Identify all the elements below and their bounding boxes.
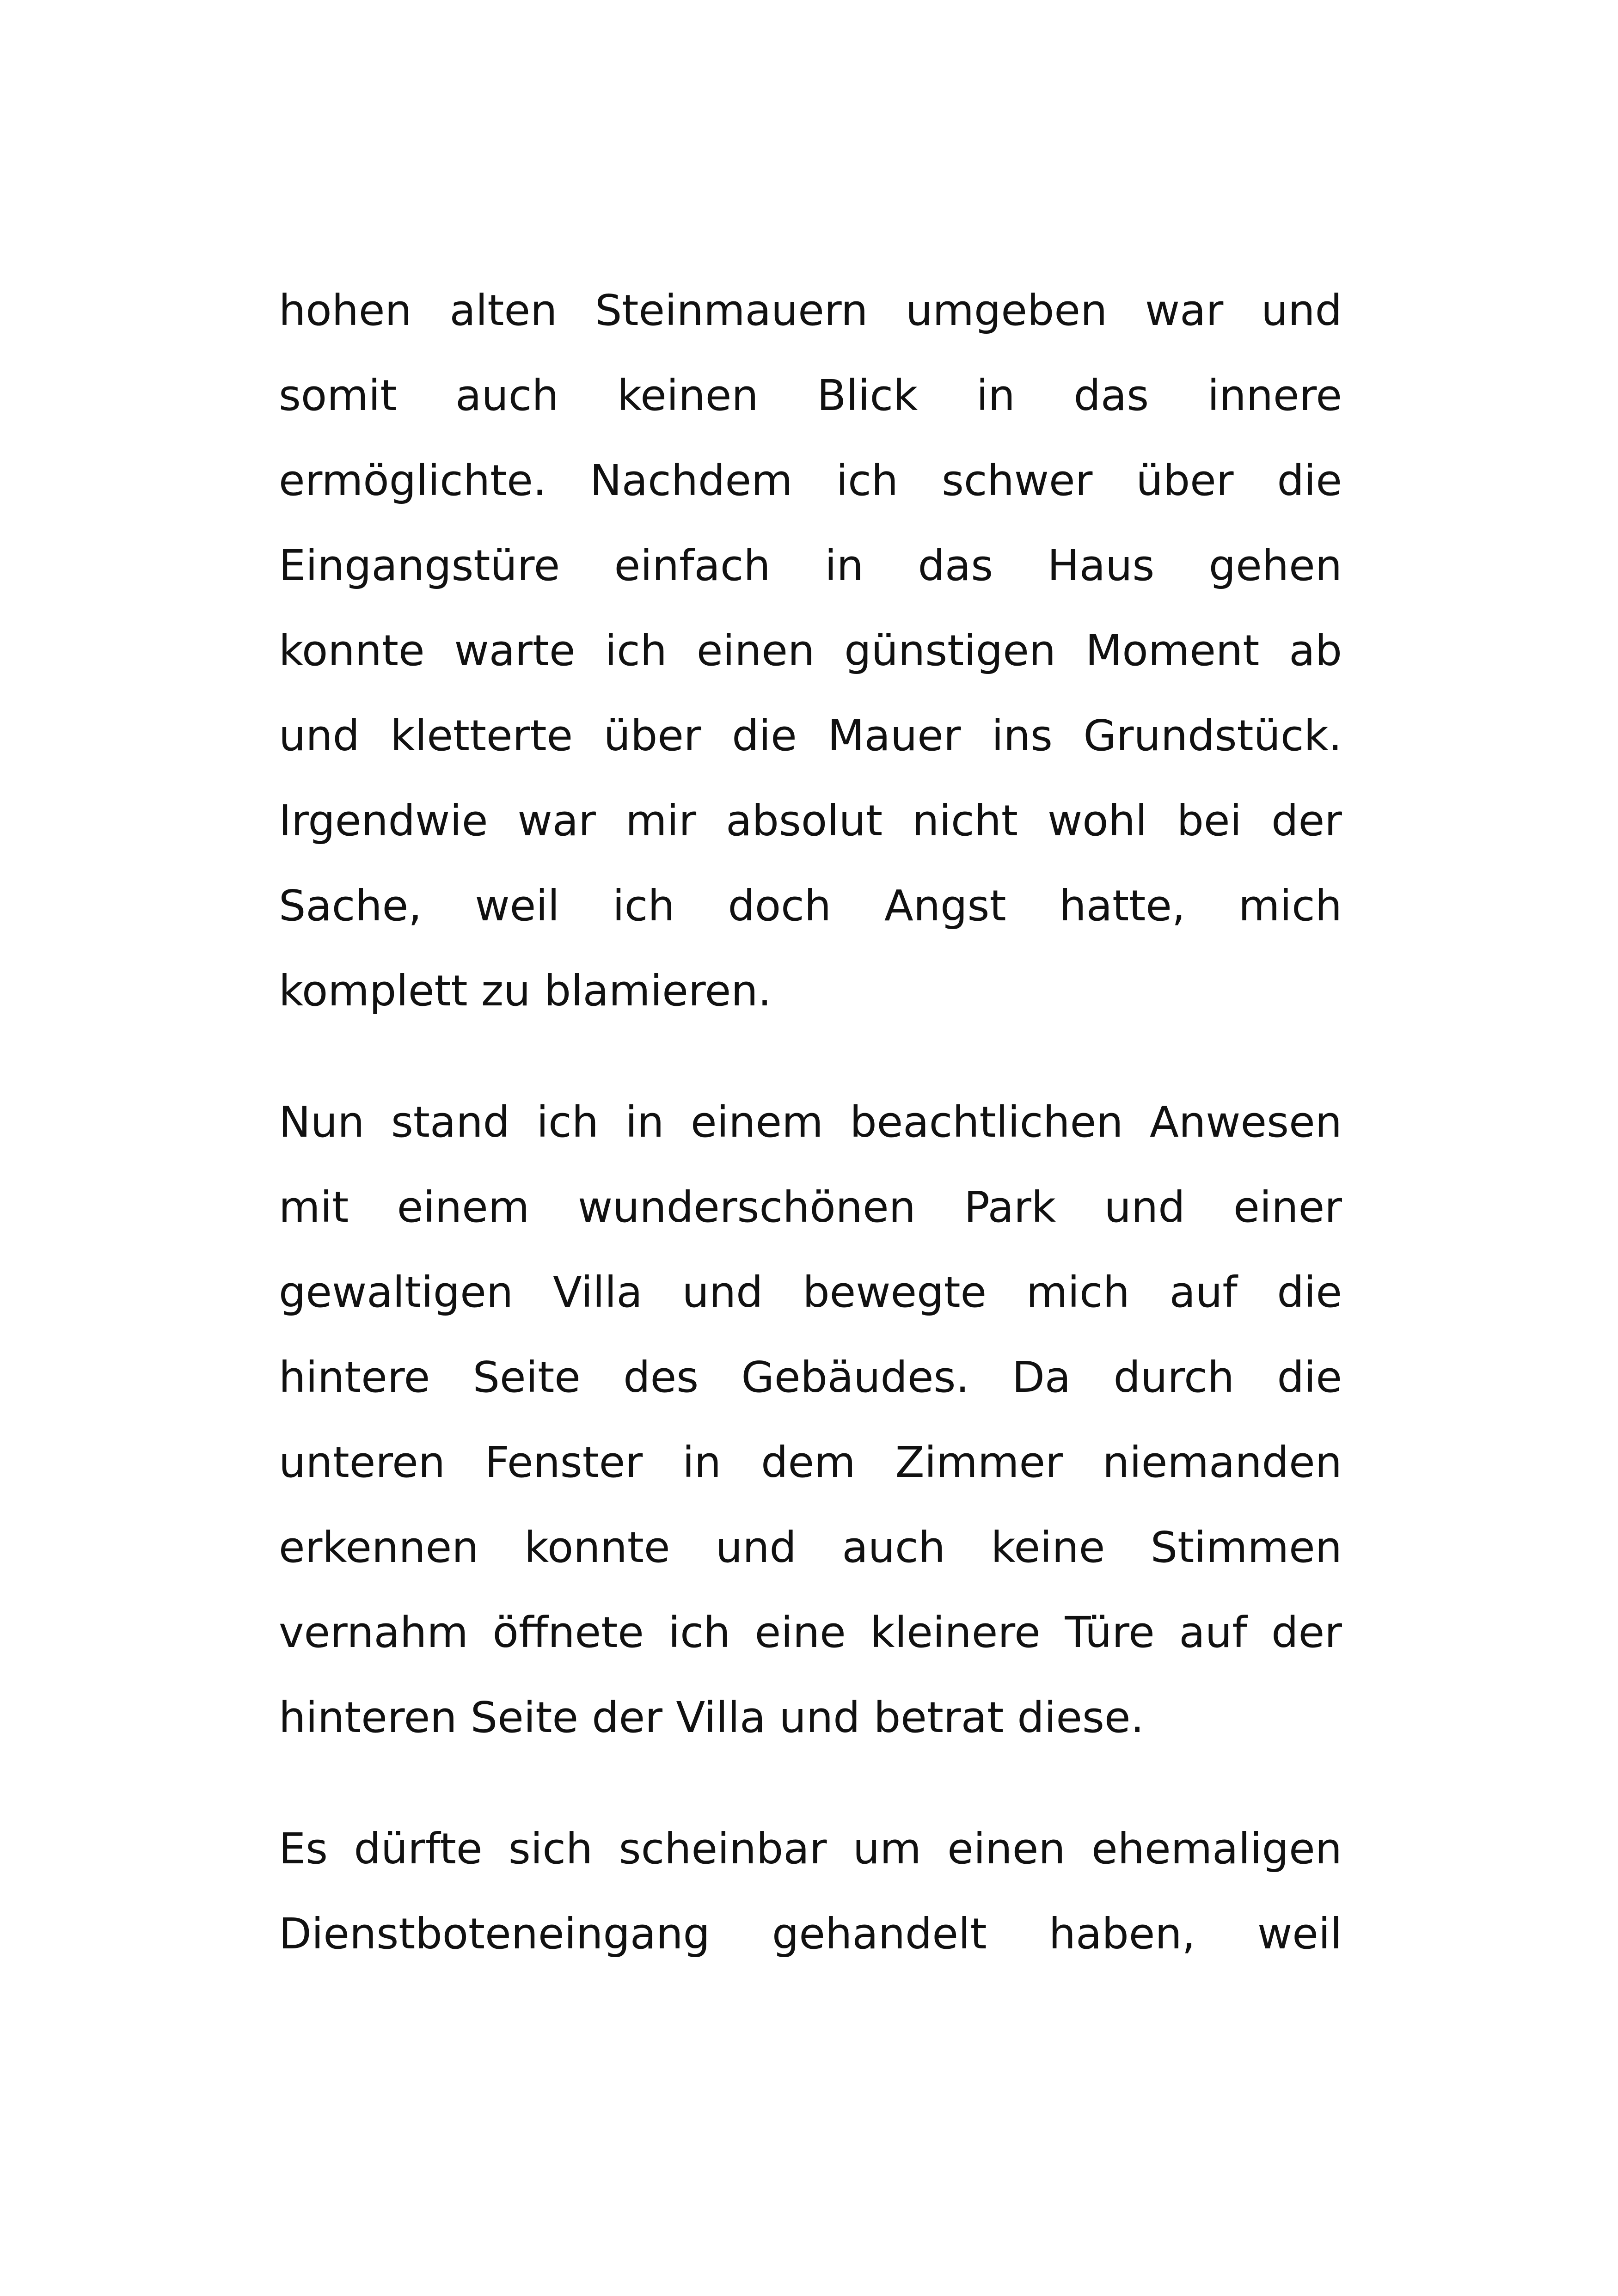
- text-line: und kletterte über die Mauer ins Grundstück.: [279, 711, 1342, 760]
- text-line: konnte warte ich einen günstigen Moment ab: [279, 626, 1342, 675]
- text-line: ermöglichte. Nachdem ich schwer über die: [279, 456, 1342, 505]
- text-line: Dienstboteneingang gehandelt haben, weil: [279, 1909, 1342, 1959]
- paragraph-gap: [279, 1034, 1342, 1080]
- paragraph-gap: [279, 1760, 1342, 1806]
- text-line: Irgendwie war mir absolut nicht wohl bei der: [279, 796, 1342, 845]
- text-line: erkennen konnte und auch keine Stimmen: [279, 1523, 1342, 1572]
- text-line: vernahm öffnete ich eine kleinere Türe auf der: [279, 1608, 1342, 1657]
- text-line: hinteren Seite der Villa und betrat diese.: [279, 1693, 1144, 1742]
- paragraph-2: [279, 1080, 1342, 1760]
- text-line: komplett zu blamieren.: [279, 966, 772, 1016]
- text-line: hohen alten Steinmauern umgeben war und: [279, 286, 1342, 335]
- text-line: Sache, weil ich doch Angst hatte, mich: [279, 881, 1342, 931]
- text-line: Nun stand ich in einem beachtlichen Anwesen: [279, 1097, 1342, 1147]
- text-line: Es dürfte sich scheinbar um einen ehemaligen: [279, 1824, 1342, 1874]
- text-line: somit auch keinen Blick in das innere: [279, 371, 1342, 420]
- body-text: [279, 268, 1342, 1977]
- paragraph-3: [279, 1806, 1342, 1977]
- text-line: mit einem wunderschönen Park und einer: [279, 1182, 1342, 1232]
- text-line: Eingangstüre einfach in das Haus gehen: [279, 541, 1342, 590]
- text-line: gewaltigen Villa und bewegte mich auf die: [279, 1267, 1342, 1317]
- text-line: hintere Seite des Gebäudes. Da durch die: [279, 1353, 1342, 1402]
- paragraph-1: [279, 268, 1342, 1034]
- text-line: unteren Fenster in dem Zimmer niemanden: [279, 1438, 1342, 1487]
